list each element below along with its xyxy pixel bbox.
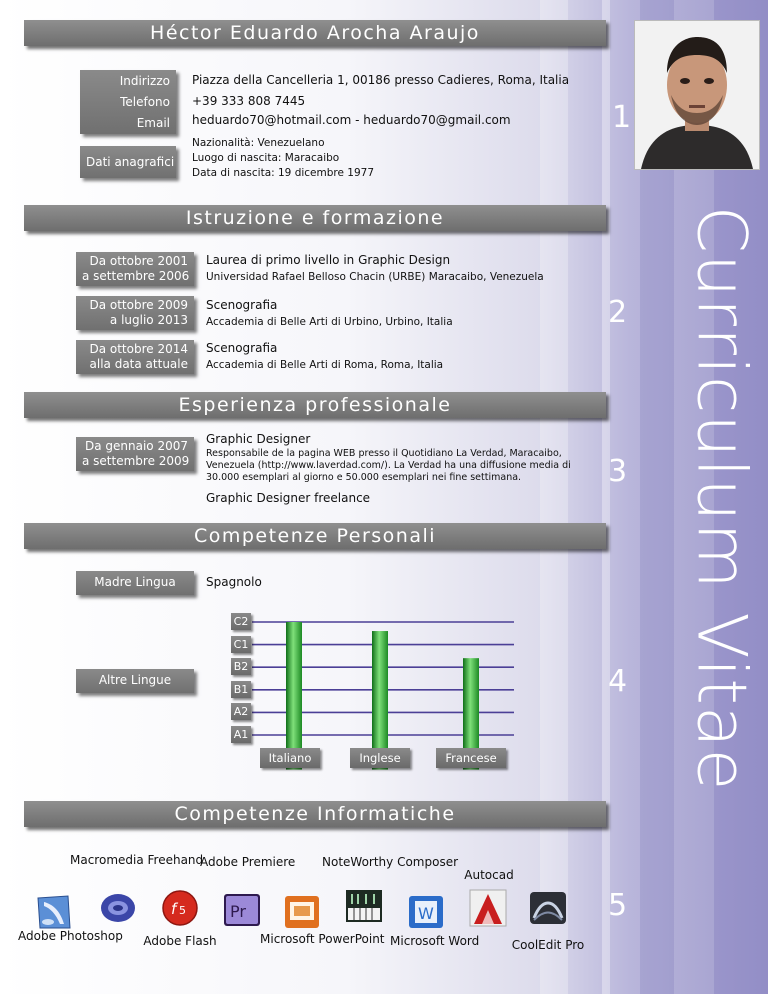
- language-label-italiano: Italiano: [260, 748, 320, 768]
- svg-text:f: f: [171, 900, 177, 918]
- phone-value: +39 333 808 7445: [192, 94, 306, 108]
- autocad-icon: [468, 888, 508, 928]
- section-number-2: 2: [608, 295, 628, 330]
- language-label-francese: Francese: [436, 748, 506, 768]
- birthdate: Data di nascita: 19 dicembre 1977: [192, 167, 375, 179]
- mother-tongue-label: Madre Lingua: [76, 571, 194, 595]
- other-languages-label: Altre Lingue: [76, 669, 194, 693]
- svg-text:Pr: Pr: [230, 902, 246, 921]
- label-word: Microsoft Word: [390, 934, 480, 948]
- name-header: Héctor Eduardo Arocha Araujo: [24, 20, 606, 46]
- phone-label: Telefono: [120, 95, 170, 109]
- date-start: Da ottobre 2009: [89, 298, 188, 312]
- school-1: Universidad Rafael Belloso Chacin (URBE) Maracaibo, Venezuela: [206, 271, 544, 283]
- level-label-c1: C1: [231, 636, 251, 653]
- education-header: Istruzione e formazione: [24, 205, 606, 231]
- level-label-c2: C2: [231, 613, 251, 630]
- experience-header: Esperienza professionale: [24, 392, 606, 418]
- school-3: Accademia di Belle Arti di Roma, Roma, Italia: [206, 359, 444, 371]
- label-flash: Adobe Flash: [143, 934, 217, 948]
- flash-icon: [160, 888, 200, 928]
- freelance-role: Graphic Designer freelance: [206, 491, 371, 505]
- level-label-a1: A1: [231, 726, 251, 743]
- job-role: Graphic Designer: [206, 432, 311, 446]
- label-premiere: Adobe Premiere: [200, 855, 296, 869]
- section-number-5: 5: [608, 888, 628, 923]
- word-icon: [406, 892, 446, 932]
- photoshop-icon: [34, 892, 74, 932]
- date-end: a settembre 2009: [82, 454, 190, 468]
- date-end: a luglio 2013: [109, 313, 188, 327]
- school-2: Accademia di Belle Arti di Urbino, Urbino, Italia: [206, 316, 453, 328]
- degree-1: Laurea di primo livello in Graphic Design: [206, 253, 451, 267]
- nationality: Nazionalità: Venezuelano: [192, 137, 325, 149]
- personal-data-label: Dati anagrafici: [80, 146, 176, 178]
- label-photoshop: Adobe Photoshop: [18, 929, 123, 943]
- label-autocad: Autocad: [464, 868, 514, 882]
- email-value: heduardo70@hotmail.com - heduardo70@gmail.com: [192, 113, 511, 127]
- section-number-3: 3: [608, 454, 628, 489]
- freehand-icon: [98, 888, 138, 928]
- noteworthy-icon: [344, 886, 384, 926]
- premiere-icon: [222, 890, 262, 930]
- level-label-a2: A2: [231, 703, 251, 720]
- mother-tongue-value: Spagnolo: [206, 575, 262, 589]
- level-label-b2: B2: [231, 658, 251, 675]
- degree-2: Scenografia: [206, 298, 278, 312]
- skills-header: Competenze Personali: [24, 523, 606, 549]
- section-number-4: 4: [608, 664, 628, 699]
- date-start: Da ottobre 2001: [89, 254, 188, 268]
- level-label-b1: B1: [231, 681, 251, 698]
- email-label: Email: [136, 116, 170, 130]
- label-cooledit: CoolEdit Pro: [511, 938, 585, 952]
- label-freehand: Macromedia Freehand: [70, 853, 204, 867]
- software-header: Competenze Informatiche: [24, 801, 606, 827]
- svg-text:5: 5: [179, 904, 186, 917]
- date-end: a settembre 2006: [82, 269, 190, 283]
- section-number-1: 1: [612, 100, 632, 135]
- date-end: alla data attuale: [89, 357, 188, 371]
- address-value: Piazza della Cancelleria 1, 00186 presso Cadieres, Roma, Italia: [192, 73, 570, 87]
- birthplace: Luogo di nascita: Maracaibo: [192, 152, 340, 164]
- svg-text:W: W: [418, 904, 434, 923]
- job-description: Responsabile de la pagina WEB presso il Quotidiano La Verdad, Maracaibo, Venezuela (http://www.laverdad.com/). La Verdad ha una diffusione media di 30.000 esemplari al giorno e 50.000 esemplari nei fine settimana.: [206, 448, 571, 483]
- powerpoint-icon: [282, 892, 322, 932]
- label-powerpoint: Microsoft PowerPoint: [260, 932, 385, 946]
- cooledit-icon: [528, 888, 568, 928]
- degree-3: Scenografia: [206, 341, 278, 355]
- address-label: Indirizzo: [119, 74, 170, 88]
- language-label-inglese: Inglese: [350, 748, 410, 768]
- label-noteworthy: NoteWorthy Composer: [322, 855, 459, 869]
- date-start: Da ottobre 2014: [89, 342, 188, 356]
- side-title: Curriculum Vitae: [681, 205, 761, 791]
- date-start: Da gennaio 2007: [84, 439, 188, 453]
